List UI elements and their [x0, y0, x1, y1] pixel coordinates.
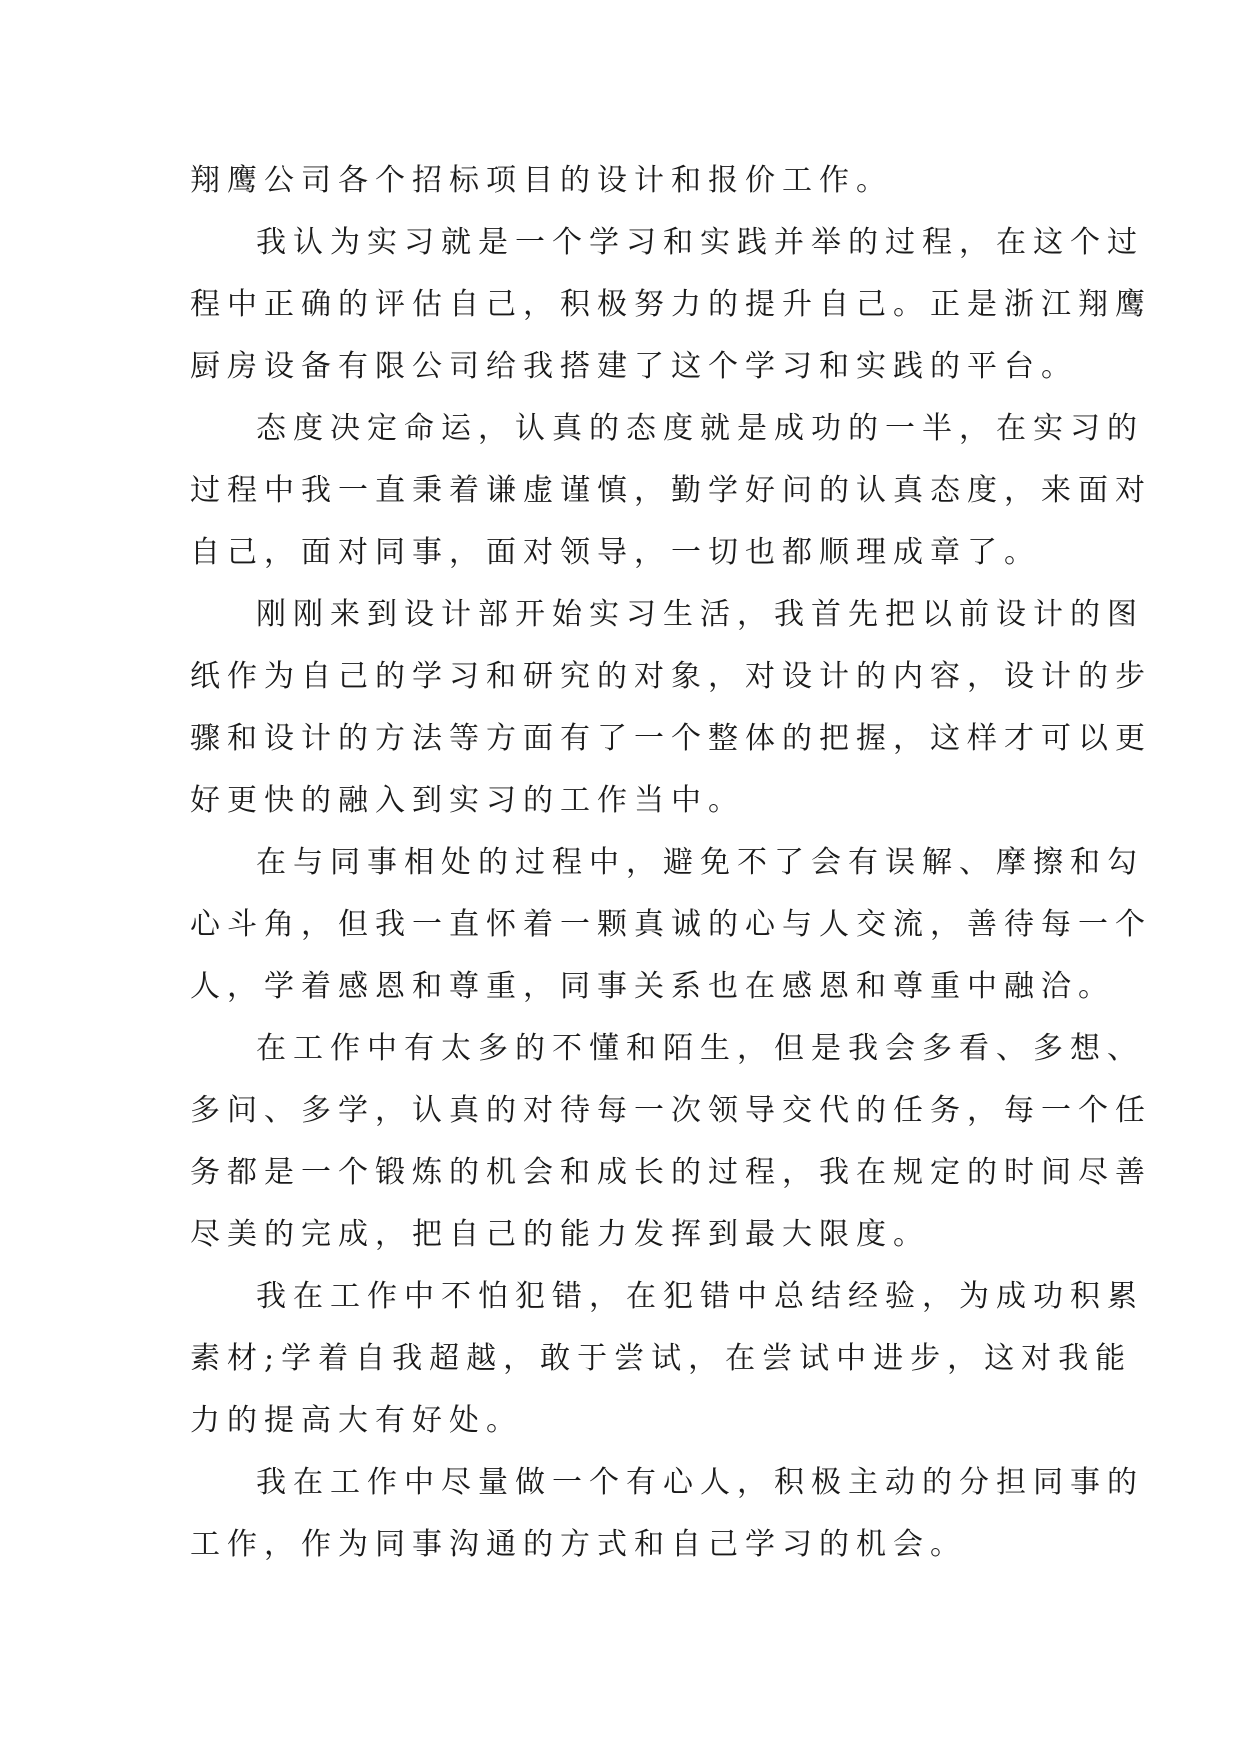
text-line: 我认为实习就是一个学习和实践并举的过程，在这个过	[256, 225, 1144, 260]
text-line: 纸作为自己的学习和研究的对象，对设计的内容，设计的步	[190, 659, 1152, 694]
text-line: 厨房设备有限公司给我搭建了这个学习和实践的平台。	[190, 349, 1078, 384]
text-line: 人，学着感恩和尊重，同事关系也在感恩和尊重中融洽。	[190, 969, 1115, 1004]
paragraph	[190, 398, 1152, 584]
text-line: 我在工作中不怕犯错，在犯错中总结经验，为成功积累	[256, 1279, 1144, 1314]
document-body	[190, 150, 1152, 1576]
text-line: 骤和设计的方法等方面有了一个整体的把握，这样才可以更	[190, 721, 1152, 756]
paragraph	[190, 1018, 1152, 1266]
text-line: 素材;学着自我超越，敢于尝试，在尝试中进步，这对我能	[190, 1341, 1133, 1376]
text-line: 尽美的完成，把自己的能力发挥到最大限度。	[190, 1217, 930, 1252]
text-line: 翔鹰公司各个招标项目的设计和报价工作。	[190, 163, 893, 198]
paragraph	[190, 212, 1152, 398]
text-line: 程中正确的评估自己，积极努力的提升自己。正是浙江翔鹰	[190, 287, 1152, 322]
text-line: 多问、多学，认真的对待每一次领导交代的任务，每一个任	[190, 1093, 1152, 1128]
text-line: 态度决定命运，认真的态度就是成功的一半，在实习的	[256, 411, 1144, 446]
text-line: 好更快的融入到实习的工作当中。	[190, 783, 745, 818]
text-line: 务都是一个锻炼的机会和成长的过程，我在规定的时间尽善	[190, 1155, 1152, 1190]
text-line: 我在工作中尽量做一个有心人，积极主动的分担同事的	[256, 1465, 1144, 1500]
paragraph	[190, 832, 1152, 1018]
text-line: 在工作中有太多的不懂和陌生，但是我会多看、多想、	[256, 1031, 1144, 1066]
text-line: 刚刚来到设计部开始实习生活，我首先把以前设计的图	[256, 597, 1144, 632]
paragraph	[190, 1266, 1144, 1452]
paragraph	[190, 584, 1152, 832]
paragraph	[190, 1452, 1144, 1576]
text-line: 在与同事相处的过程中，避免不了会有误解、摩擦和勾	[256, 845, 1144, 880]
text-line: 工作，作为同事沟通的方式和自己学习的机会。	[190, 1527, 967, 1562]
text-line: 心斗角，但我一直怀着一颗真诚的心与人交流，善待每一个	[190, 907, 1152, 942]
text-line: 力的提高大有好处。	[190, 1403, 523, 1438]
text-line: 自己，面对同事，面对领导，一切也都顺理成章了。	[190, 535, 1041, 570]
text-line: 过程中我一直秉着谦虚谨慎，勤学好问的认真态度，来面对	[190, 473, 1152, 508]
paragraph	[190, 150, 1070, 212]
